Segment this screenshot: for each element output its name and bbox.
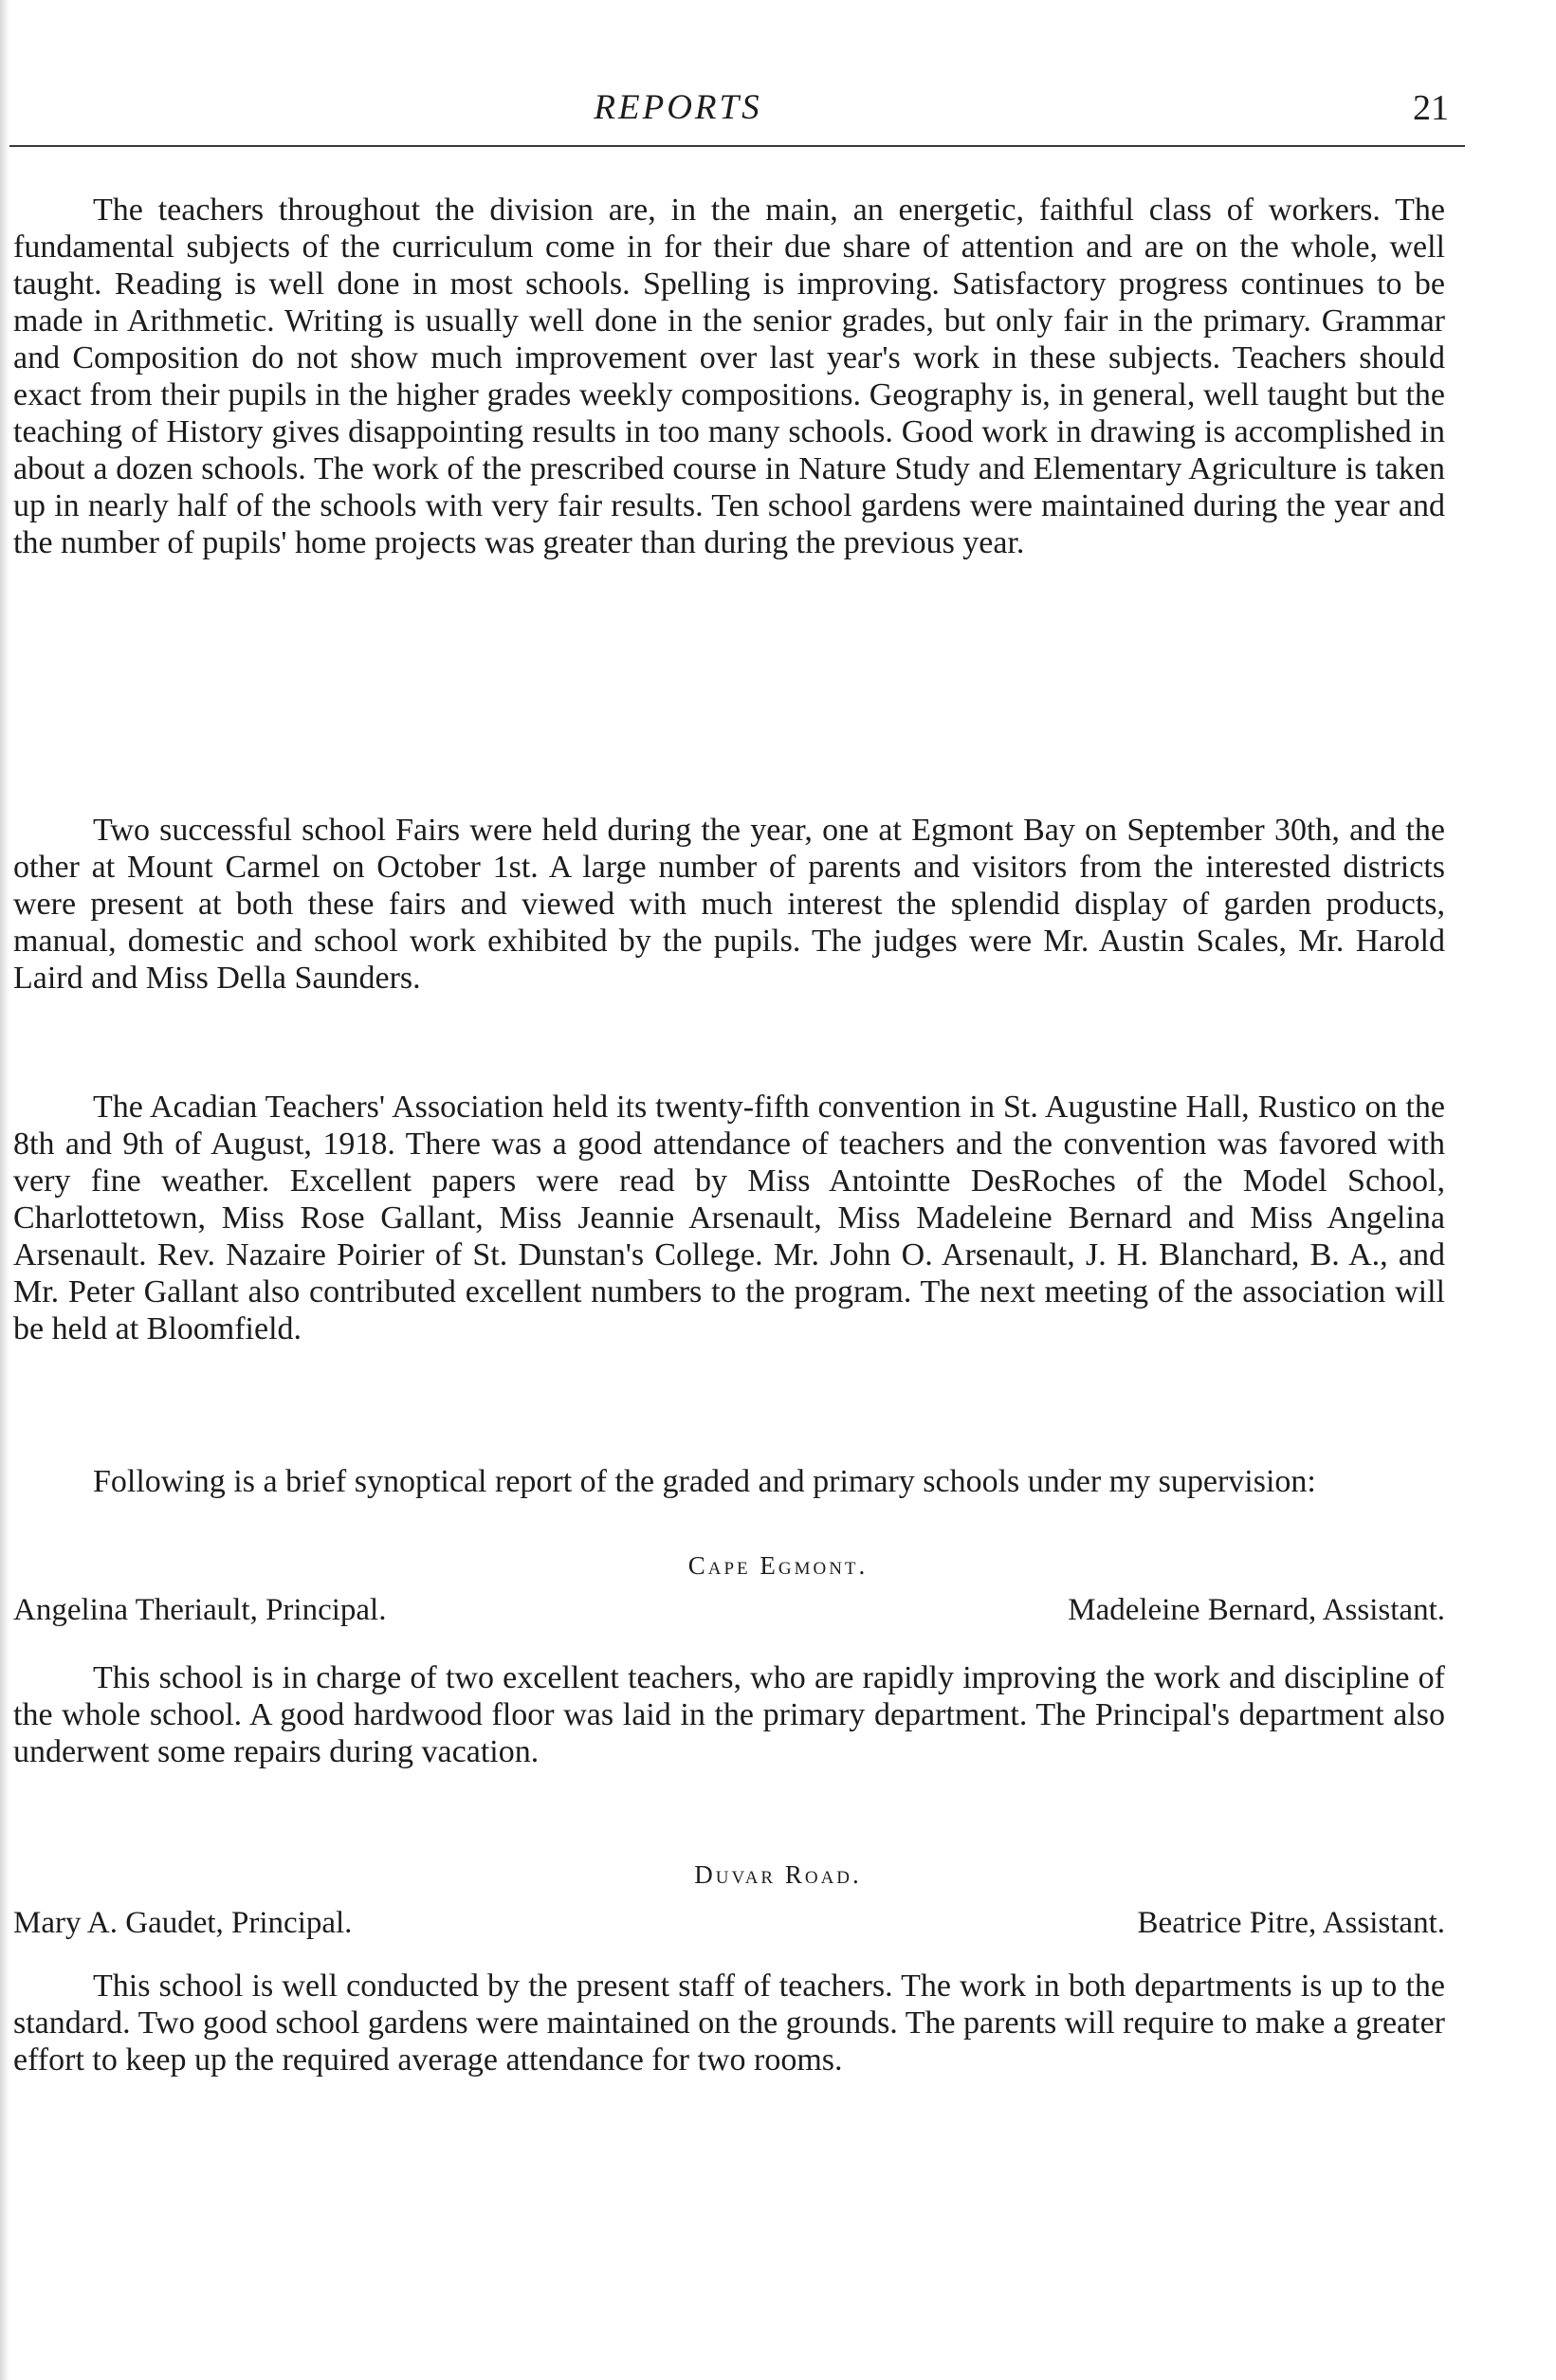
assistant-name: Madeleine Bernard, Assistant. [1068,1593,1445,1627]
paragraph-synoptical-intro [13,1463,1445,1500]
staff-row-cape-egmont [13,1593,1445,1635]
running-head: REPORTS [594,88,762,127]
page-number: 21 [1413,88,1449,128]
paragraph-teachers [13,192,1445,561]
school-heading-duvar-road: Duvar Road. [694,1860,862,1889]
staff-row-duvar-road [13,1906,1445,1948]
page-header [0,87,1556,144]
paragraph-text: The Acadian Teachers' Association held its twenty-fifth convention in St. Augustine Hall, Rustico on the 8th and 9th of August, 1918. There was a good attendance of teachers and the convention was favored with very fine weather. Excellent papers were read by Miss Antointte DesRoches of the Model School, Charlottetown, Miss Rose Gallant, Miss Jeannie Arsenault, Miss Madeleine Bernard and Miss Angelina Arsenault. Rev. Nazaire Poirier of St. Dunstan's College. Mr. John O. Arsenault, J. H. Blanchard, B. A., and Mr. Peter Gallant also contributed excellent numbers to the program. The next meeting of the association will be held at Bloomfield. [13,1089,1445,1346]
paragraph-teachers-association [13,1089,1445,1347]
paragraph-cape-egmont-report [13,1659,1445,1770]
paragraph-text: The teachers throughout the division are, in the main, an energetic, faithful class of workers. The fundamental subjects of the curriculum come in for their due share of attention and are on the whole, well taught. Reading is well done in most schools. Spelling is improving. Satisfactory progress continues to be made in Arithmetic. Writing is usually well done in the senior grades, but only fair in the primary. Grammar and Composition do not show much improvement over last year's work in these subjects. Teachers should exact from their pupils in the higher grades weekly compositions. Geography is, in general, well taught but the teaching of History gives disappointing results in too many schools. Good work in drawing is accomplished in about a dozen schools. The work of the prescribed course in Nature Study and Elementary Agriculture is taken up in nearly half of the schools with very fair results. Ten school gardens were maintained during the year and the number of pupils' home projects was greater than during the previous year. [13,192,1445,560]
paragraph-text: Following is a brief synoptical report of the graded and primary schools under my supervision: [93,1464,1316,1499]
paragraph-text: This school is in charge of two excellent teachers, who are rapidly improving the work and discipline of the whole school. A good hardwood floor was laid in the primary department. The Principal's department also underwent some repairs during vacation. [13,1660,1445,1769]
school-heading-cape-egmont: Cape Egmont. [687,1551,869,1580]
header-rule [9,145,1465,147]
paragraph-text: This school is well conducted by the present staff of teachers. The work in both departments is up to the standard. Two good school gardens were maintained on the grounds. The parents will require to make a greater effort to keep up the required average attendance for two rooms. [13,1968,1445,2078]
paragraph-school-fairs [13,812,1445,997]
paragraph-text: Two successful school Fairs were held during the year, one at Egmont Bay on September 30th, and the other at Mount Carmel on October 1st. A large number of parents and visitors from the interested districts were present at both these fairs and viewed with much interest the splendid display of garden products, manual, domestic and school work exhibited by the pupils. The judges were Mr. Austin Scales, Mr. Harold Laird and Miss Della Saunders. [13,813,1445,996]
paragraph-duvar-road-report [13,1968,1445,2078]
assistant-name: Beatrice Pitre, Assistant. [1137,1906,1445,1940]
principal-name: Angelina Theriault, Principal. [13,1593,387,1627]
principal-name: Mary A. Gaudet, Principal. [13,1906,353,1940]
page-edge-shadow [0,0,9,2380]
